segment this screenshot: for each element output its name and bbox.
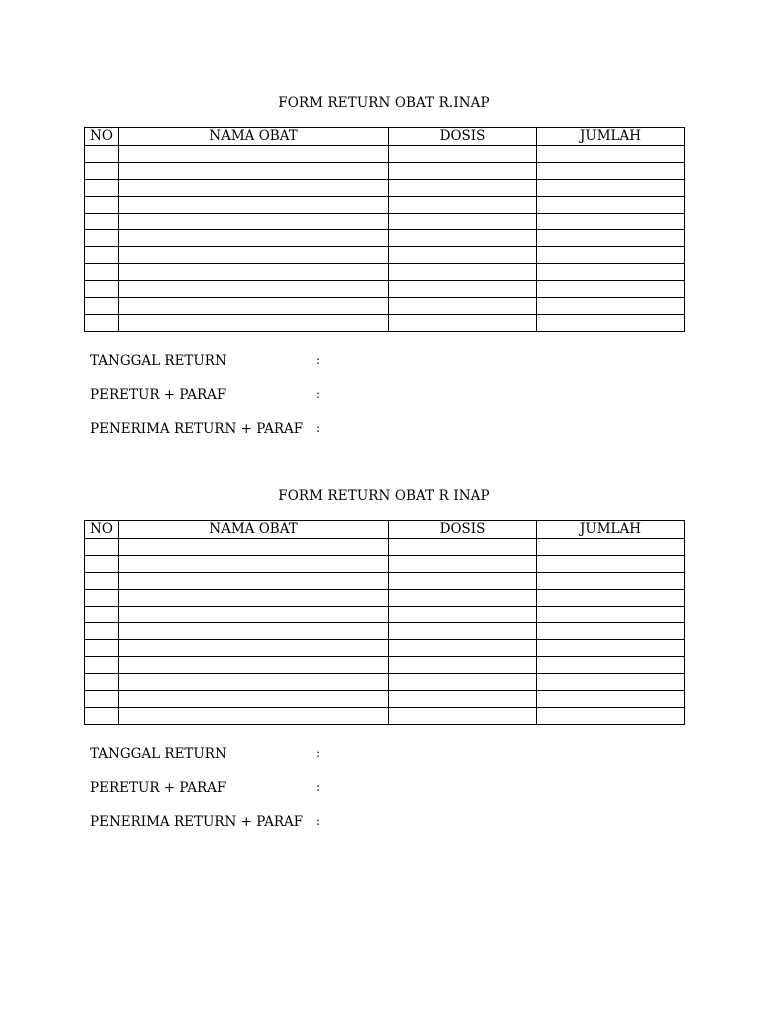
cell-nama-obat[interactable] [119, 179, 389, 196]
cell-nama-obat[interactable] [119, 674, 389, 691]
cell-nama-obat[interactable] [119, 555, 389, 572]
table-row [85, 589, 685, 606]
table-row [85, 707, 685, 724]
column-header-nama-obat: NAMA OBAT [119, 521, 389, 539]
field-peretur-paraf[interactable] [90, 780, 490, 798]
field-separator: : [316, 780, 321, 794]
field-label: TANGGAL RETURN [90, 353, 227, 369]
cell-no[interactable] [85, 657, 119, 674]
cell-dosis[interactable] [389, 657, 537, 674]
cell-jumlah[interactable] [537, 298, 685, 315]
cell-dosis[interactable] [389, 162, 537, 179]
cell-jumlah[interactable] [537, 707, 685, 724]
form-title: FORM RETURN OBAT R.INAP [278, 95, 490, 111]
cell-dosis[interactable] [389, 539, 537, 556]
cell-jumlah[interactable] [537, 640, 685, 657]
field-label: PENERIMA RETURN + PARAF [90, 814, 304, 830]
cell-dosis[interactable] [389, 230, 537, 247]
cell-dosis[interactable] [389, 314, 537, 331]
cell-nama-obat[interactable] [119, 691, 389, 708]
form-title: FORM RETURN OBAT R INAP [278, 488, 490, 504]
cell-no[interactable] [85, 572, 119, 589]
field-tanggal-return[interactable] [90, 746, 490, 764]
cell-jumlah[interactable] [537, 196, 685, 213]
table-header-row [85, 521, 685, 539]
field-separator: : [316, 353, 321, 367]
cell-no[interactable] [85, 623, 119, 640]
cell-dosis[interactable] [389, 707, 537, 724]
column-header-no: NO [85, 521, 119, 539]
cell-no[interactable] [85, 555, 119, 572]
table-row [85, 264, 685, 281]
cell-no[interactable] [85, 247, 119, 264]
table-row [85, 691, 685, 708]
cell-no[interactable] [85, 640, 119, 657]
field-label: TANGGAL RETURN [90, 746, 227, 762]
cell-no[interactable] [85, 281, 119, 298]
cell-nama-obat[interactable] [119, 146, 389, 163]
table-row [85, 213, 685, 230]
cell-dosis[interactable] [389, 674, 537, 691]
cell-dosis[interactable] [389, 213, 537, 230]
cell-no[interactable] [85, 213, 119, 230]
cell-dosis[interactable] [389, 589, 537, 606]
cell-jumlah[interactable] [537, 247, 685, 264]
table-row [85, 146, 685, 163]
column-header-dosis: DOSIS [389, 128, 537, 146]
cell-jumlah[interactable] [537, 674, 685, 691]
cell-nama-obat[interactable] [119, 606, 389, 623]
cell-nama-obat[interactable] [119, 539, 389, 556]
table-row [85, 196, 685, 213]
cell-dosis[interactable] [389, 640, 537, 657]
table-row [85, 230, 685, 247]
cell-dosis[interactable] [389, 691, 537, 708]
cell-jumlah[interactable] [537, 230, 685, 247]
cell-no[interactable] [85, 230, 119, 247]
column-header-jumlah: JUMLAH [537, 128, 685, 146]
table-row [85, 555, 685, 572]
cell-dosis[interactable] [389, 606, 537, 623]
cell-nama-obat[interactable] [119, 298, 389, 315]
cell-dosis[interactable] [389, 179, 537, 196]
field-separator: : [316, 421, 321, 435]
table-row [85, 657, 685, 674]
cell-jumlah[interactable] [537, 314, 685, 331]
table-row [85, 640, 685, 657]
table-row [85, 623, 685, 640]
column-header-jumlah: JUMLAH [537, 521, 685, 539]
cell-dosis[interactable] [389, 555, 537, 572]
cell-dosis[interactable] [389, 196, 537, 213]
cell-dosis[interactable] [389, 281, 537, 298]
field-tanggal-return[interactable] [90, 353, 490, 371]
cell-nama-obat[interactable] [119, 213, 389, 230]
table-row [85, 674, 685, 691]
cell-nama-obat[interactable] [119, 264, 389, 281]
cell-jumlah[interactable] [537, 162, 685, 179]
cell-nama-obat[interactable] [119, 247, 389, 264]
cell-nama-obat[interactable] [119, 230, 389, 247]
field-separator: : [316, 814, 321, 828]
cell-dosis[interactable] [389, 298, 537, 315]
table-row [85, 572, 685, 589]
field-separator: : [316, 746, 321, 760]
medicine-table [84, 520, 685, 725]
field-penerima-return-paraf[interactable] [90, 421, 490, 439]
cell-jumlah[interactable] [537, 691, 685, 708]
cell-no[interactable] [85, 179, 119, 196]
cell-no[interactable] [85, 314, 119, 331]
cell-nama-obat[interactable] [119, 162, 389, 179]
cell-jumlah[interactable] [537, 281, 685, 298]
cell-no[interactable] [85, 196, 119, 213]
cell-no[interactable] [85, 264, 119, 281]
cell-no[interactable] [85, 589, 119, 606]
cell-jumlah[interactable] [537, 623, 685, 640]
cell-dosis[interactable] [389, 146, 537, 163]
cell-nama-obat[interactable] [119, 657, 389, 674]
field-label: PERETUR + PARAF [90, 780, 227, 796]
cell-no[interactable] [85, 146, 119, 163]
cell-jumlah[interactable] [537, 657, 685, 674]
field-label: PERETUR + PARAF [90, 387, 227, 403]
cell-nama-obat[interactable] [119, 640, 389, 657]
cell-nama-obat[interactable] [119, 314, 389, 331]
cell-nama-obat[interactable] [119, 589, 389, 606]
cell-jumlah[interactable] [537, 539, 685, 556]
cell-nama-obat[interactable] [119, 572, 389, 589]
table-row [85, 281, 685, 298]
cell-nama-obat[interactable] [119, 707, 389, 724]
cell-dosis[interactable] [389, 572, 537, 589]
column-header-dosis: DOSIS [389, 521, 537, 539]
cell-jumlah[interactable] [537, 213, 685, 230]
column-header-nama-obat: NAMA OBAT [119, 128, 389, 146]
table-row [85, 298, 685, 315]
cell-nama-obat[interactable] [119, 281, 389, 298]
cell-no[interactable] [85, 606, 119, 623]
cell-jumlah[interactable] [537, 264, 685, 281]
cell-jumlah[interactable] [537, 572, 685, 589]
cell-jumlah[interactable] [537, 179, 685, 196]
medicine-table [84, 127, 685, 332]
cell-no[interactable] [85, 298, 119, 315]
table-row [85, 314, 685, 331]
table-row [85, 162, 685, 179]
column-header-no: NO [85, 128, 119, 146]
cell-dosis[interactable] [389, 623, 537, 640]
cell-nama-obat[interactable] [119, 196, 389, 213]
cell-dosis[interactable] [389, 264, 537, 281]
table-header-row [85, 128, 685, 146]
cell-jumlah[interactable] [537, 555, 685, 572]
cell-nama-obat[interactable] [119, 623, 389, 640]
cell-jumlah[interactable] [537, 146, 685, 163]
cell-jumlah[interactable] [537, 589, 685, 606]
cell-no[interactable] [85, 162, 119, 179]
cell-no[interactable] [85, 707, 119, 724]
cell-no[interactable] [85, 539, 119, 556]
cell-no[interactable] [85, 674, 119, 691]
table-row [85, 179, 685, 196]
table-row [85, 539, 685, 556]
field-separator: : [316, 387, 321, 401]
field-label: PENERIMA RETURN + PARAF [90, 421, 304, 437]
field-penerima-return-paraf[interactable] [90, 814, 490, 832]
field-peretur-paraf[interactable] [90, 387, 490, 405]
table-row [85, 606, 685, 623]
cell-dosis[interactable] [389, 247, 537, 264]
cell-no[interactable] [85, 691, 119, 708]
table-row [85, 247, 685, 264]
cell-jumlah[interactable] [537, 606, 685, 623]
